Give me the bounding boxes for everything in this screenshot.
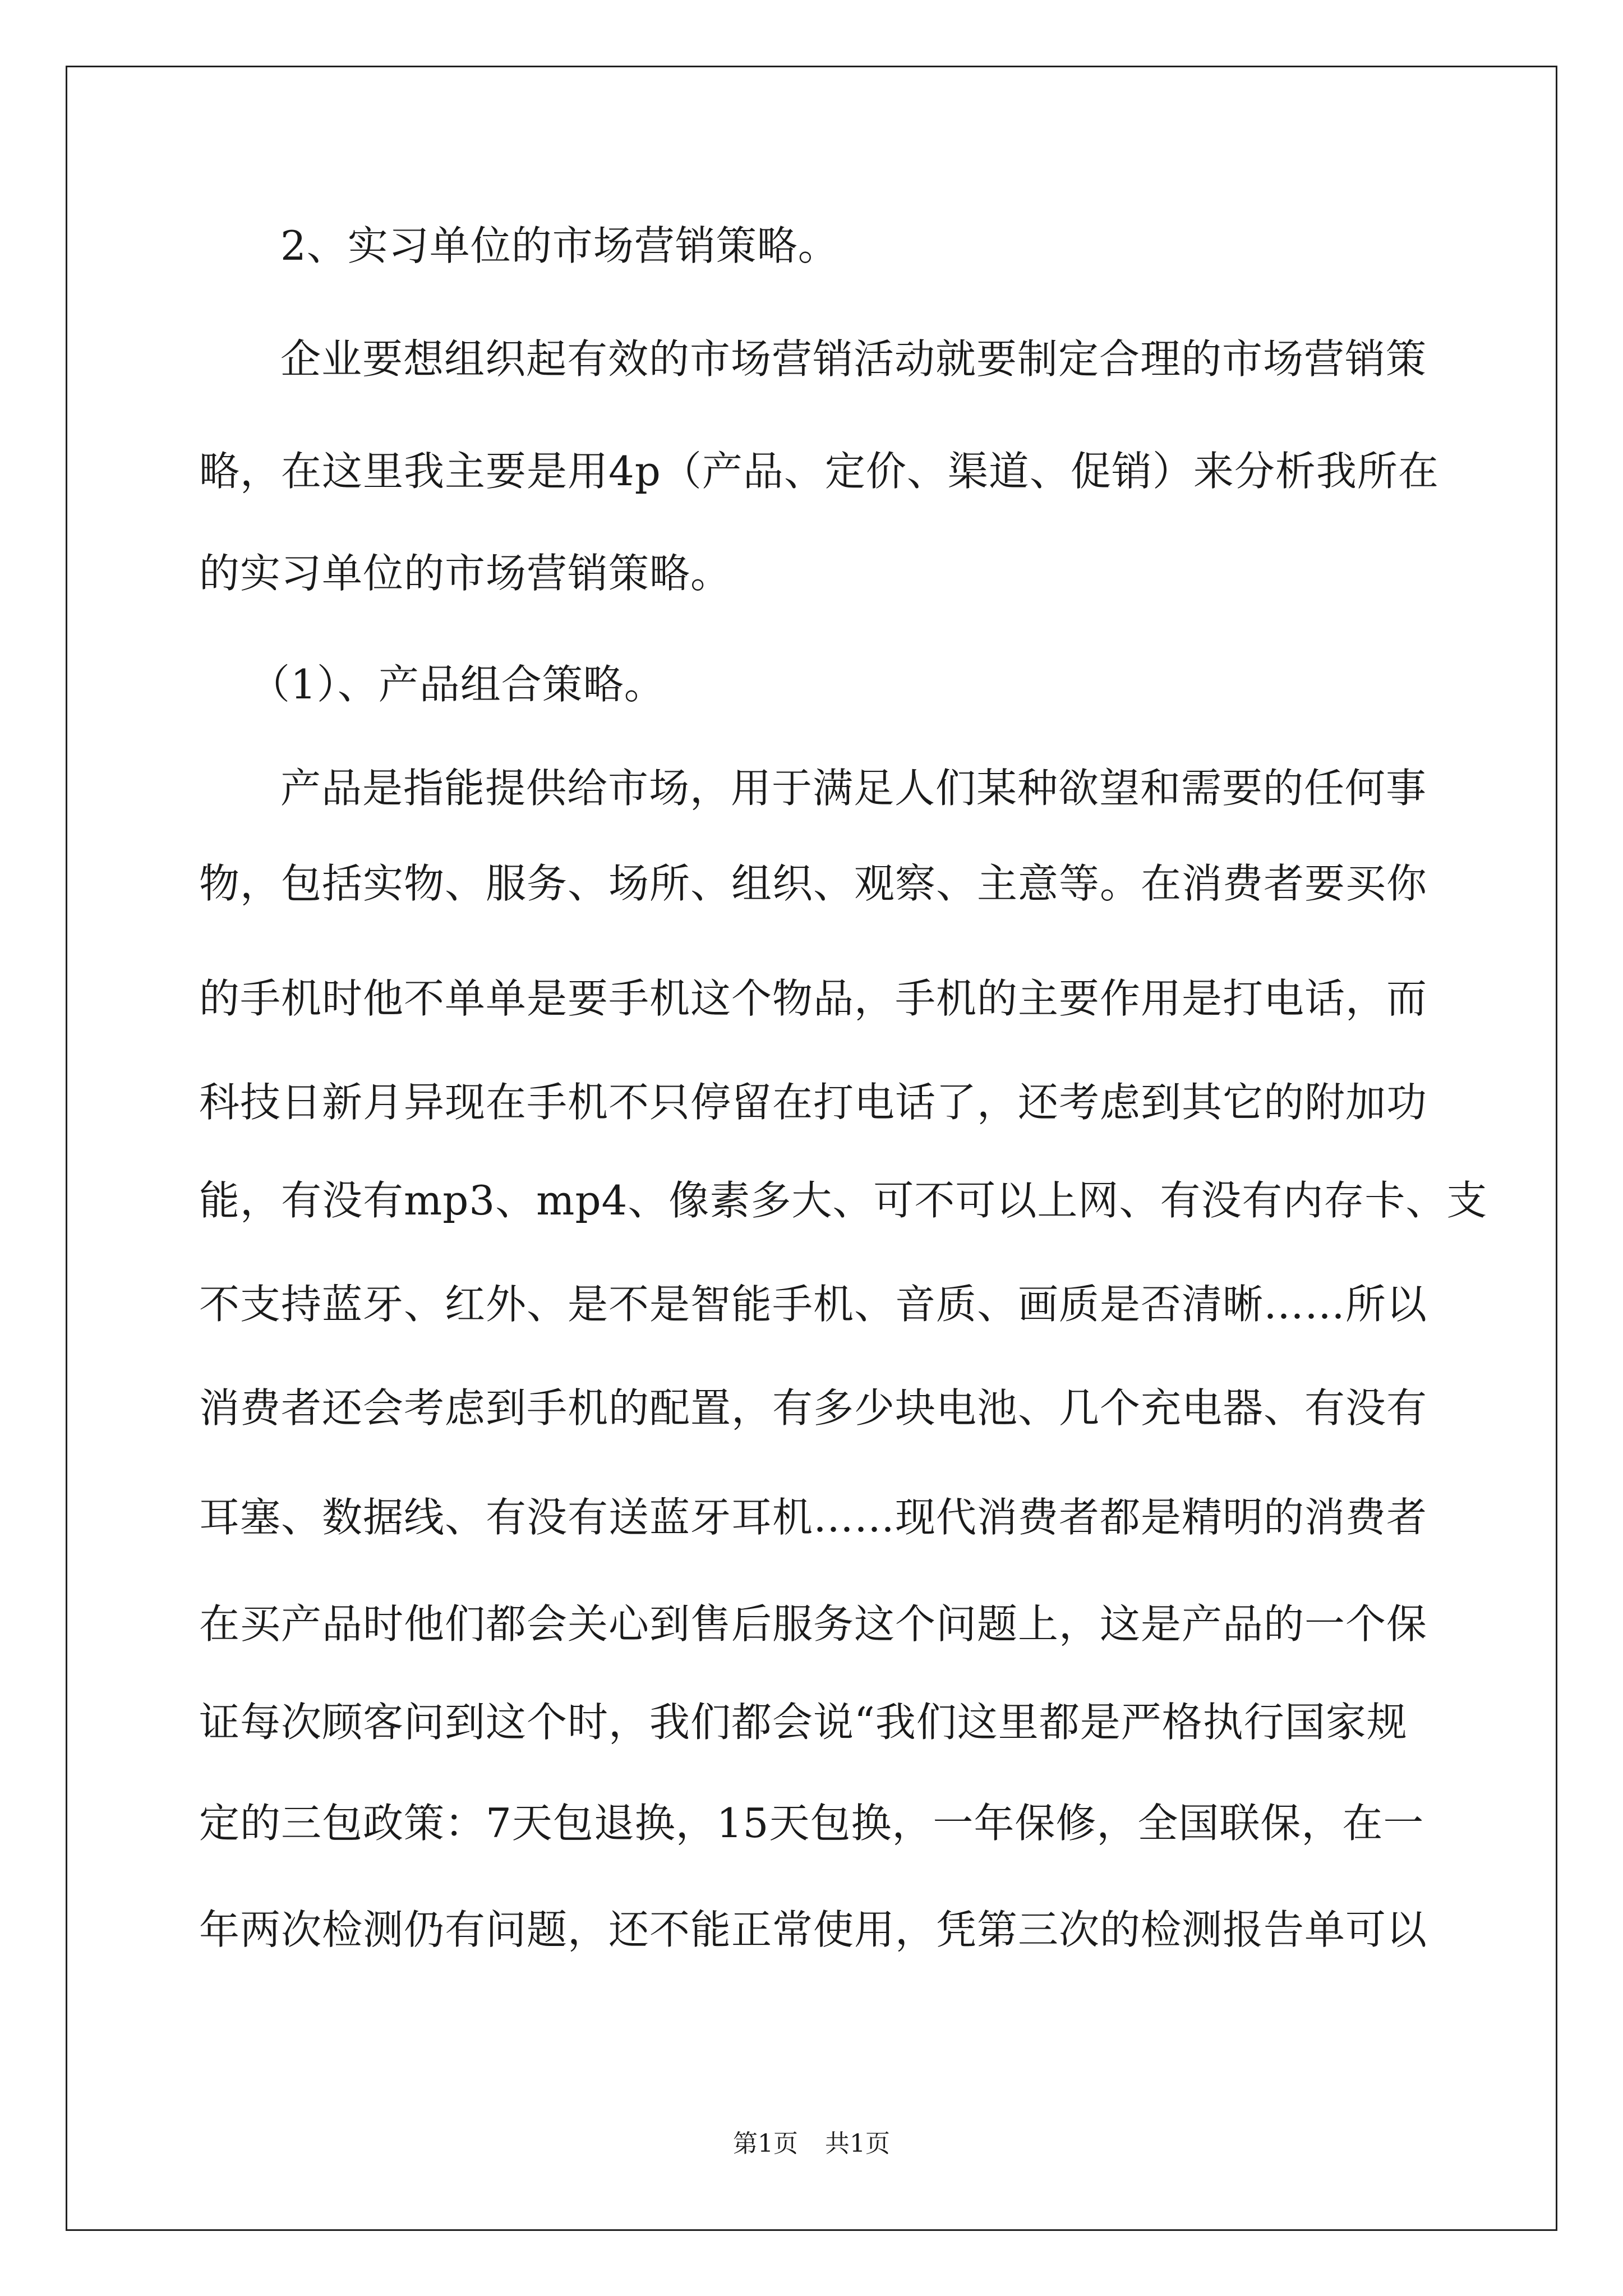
paragraph-line: 耳塞、数据线、有没有送蓝牙耳机……现代消费者都是精明的消费者 xyxy=(199,1494,1428,1541)
paragraph-line: 产品是指能提供给市场，用于满足人们某种欲望和需要的任何事 xyxy=(280,765,1427,812)
paragraph-line: 定的三包政策：7天包退换，15天包换，一年保修，全国联保，在一 xyxy=(199,1800,1424,1847)
paragraph-line: 企业要想组织起有效的市场营销活动就要制定合理的市场营销策 xyxy=(280,335,1427,383)
subheading-line: （1）、产品组合策略。 xyxy=(250,661,665,708)
paragraph-line: 年两次检测仍有问题，还不能正常使用，凭第三次的检测报告单可以 xyxy=(199,1906,1428,1953)
paragraph-line: 的实习单位的市场营销策略。 xyxy=(199,550,732,597)
paragraph-line: 在买产品时他们都会关心到售后服务这个问题上，这是产品的一个保 xyxy=(199,1600,1428,1648)
paragraph-line: 能，有没有mp3、mp4、像素多大、可不可以上网、有没有内存卡、支 xyxy=(199,1177,1488,1224)
paragraph-line: 的手机时他不单单是要手机这个物品，手机的主要作用是打电话，而 xyxy=(199,975,1428,1022)
paragraph-line: 不支持蓝牙、红外、是不是智能手机、音质、画质是否清晰……所以 xyxy=(199,1281,1428,1328)
paragraph-line: 略，在这里我主要是用4p（产品、定价、渠道、促销）来分析我所在 xyxy=(199,448,1439,495)
paragraph-line: 物，包括实物、服务、场所、组织、观察、主意等。在消费者要买你 xyxy=(199,860,1428,907)
page-number-current: 第1页 xyxy=(733,2129,798,2158)
heading-line: 2、实习单位的市场营销策略。 xyxy=(280,222,839,269)
paragraph-line: 科技日新月异现在手机不只停留在打电话了，还考虑到其它的附加功 xyxy=(199,1079,1428,1126)
paragraph-line: 证每次顾客问到这个时，我们都会说“我们这里都是严格执行国家规 xyxy=(199,1699,1408,1746)
paragraph-line: 消费者还会考虑到手机的配置，有多少块电池、几个充电器、有没有 xyxy=(199,1384,1428,1432)
page-footer xyxy=(0,2127,1623,2161)
page-number-total: 共1页 xyxy=(825,2129,890,2158)
